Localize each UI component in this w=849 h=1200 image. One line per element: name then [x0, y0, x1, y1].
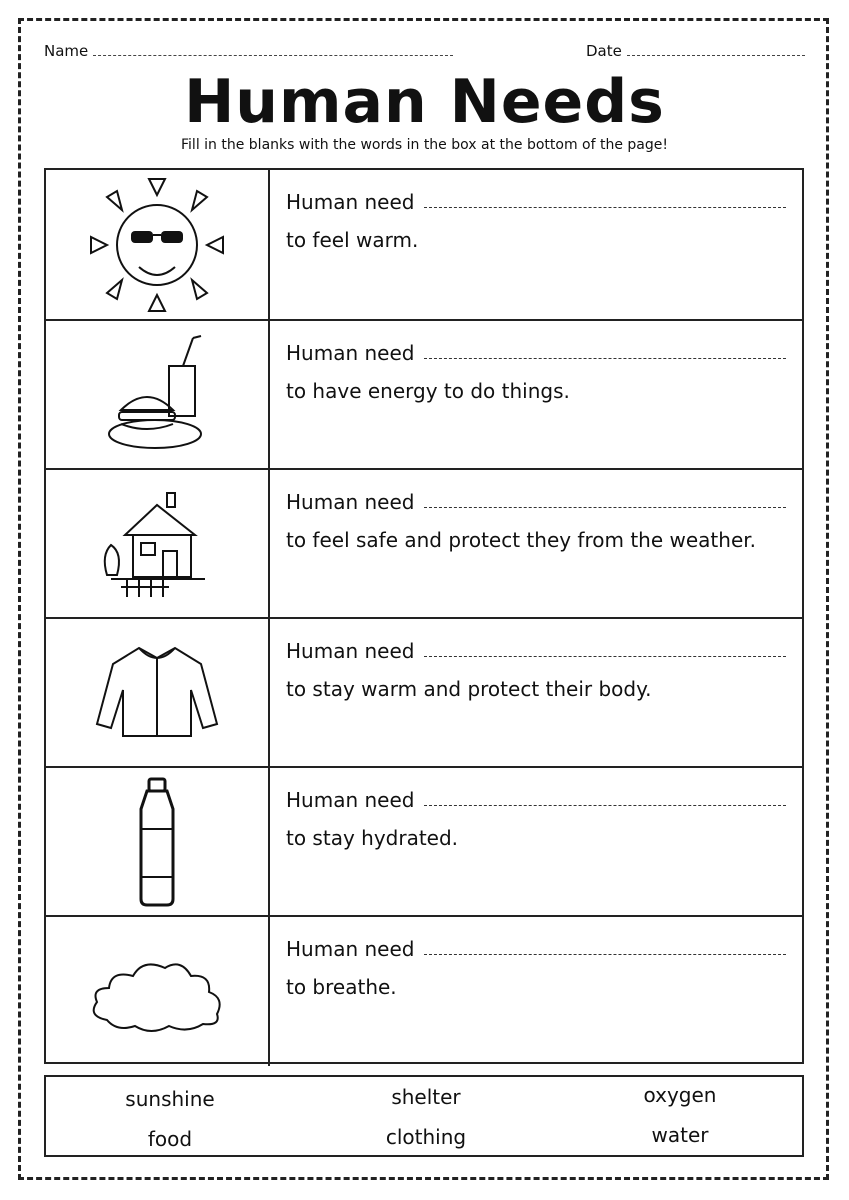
- sentence-cell: [286, 931, 786, 999]
- sentence-cell: [286, 484, 786, 552]
- date-blank[interactable]: [627, 43, 805, 56]
- answer-blank[interactable]: [424, 954, 786, 955]
- meal-icon: [77, 326, 237, 466]
- date-field[interactable]: [586, 42, 805, 60]
- date-label: Date: [586, 42, 622, 60]
- picture-cell: [46, 768, 270, 917]
- sentence-cell: [286, 184, 786, 252]
- word-bank-item: water: [651, 1123, 709, 1147]
- picture-cell: [46, 917, 270, 1066]
- cloud-icon: [77, 922, 237, 1062]
- sentence-cell: [286, 782, 786, 850]
- answer-blank[interactable]: [424, 507, 786, 508]
- picture-cell: [46, 170, 270, 319]
- page-title: Human Needs: [184, 67, 665, 137]
- sentence-text: to stay hydrated.: [286, 826, 459, 850]
- table-row: [46, 915, 802, 1066]
- name-blank[interactable]: [93, 43, 453, 56]
- prompt-label: Human need: [286, 788, 415, 812]
- word-bank-item: food: [147, 1127, 193, 1151]
- answer-blank[interactable]: [424, 656, 786, 657]
- prompt-label: Human need: [286, 490, 415, 514]
- name-label: Name: [44, 42, 89, 60]
- table-row: [46, 766, 802, 917]
- sentence-text: to feel warm.: [286, 228, 419, 252]
- answer-blank[interactable]: [424, 805, 786, 806]
- sentence-text: to feel safe and protect they from the weather.: [286, 528, 756, 552]
- house-icon: [77, 475, 237, 615]
- sentence-text: to stay warm and protect their body.: [286, 677, 652, 701]
- sentence-cell: [286, 633, 786, 701]
- picture-cell: [46, 470, 270, 619]
- instructions: Fill in the blanks with the words in the box at the bottom of the page!: [181, 137, 668, 153]
- sentence-cell: [286, 335, 786, 403]
- needs-table: [44, 168, 804, 1064]
- water-bottle-icon: [77, 773, 237, 913]
- prompt-label: Human need: [286, 341, 415, 365]
- table-row: [46, 319, 802, 470]
- jacket-icon: [77, 624, 237, 764]
- prompt-label: Human need: [286, 937, 415, 961]
- prompt-label: Human need: [286, 639, 415, 663]
- sentence-text: to have energy to do things.: [286, 379, 570, 403]
- picture-cell: [46, 321, 270, 470]
- word-bank: [44, 1075, 804, 1157]
- table-row: [46, 617, 802, 768]
- word-bank-item: shelter: [391, 1085, 461, 1109]
- sun-icon: [77, 175, 237, 315]
- word-bank-item: clothing: [385, 1125, 467, 1149]
- sentence-text: to breathe.: [286, 975, 397, 999]
- answer-blank[interactable]: [424, 207, 786, 208]
- picture-cell: [46, 619, 270, 768]
- name-field[interactable]: [44, 42, 453, 60]
- word-bank-item: sunshine: [125, 1087, 215, 1111]
- word-bank-item: oxygen: [643, 1083, 717, 1107]
- prompt-label: Human need: [286, 190, 415, 214]
- table-row: [46, 468, 802, 619]
- table-row: [46, 170, 802, 319]
- answer-blank[interactable]: [424, 358, 786, 359]
